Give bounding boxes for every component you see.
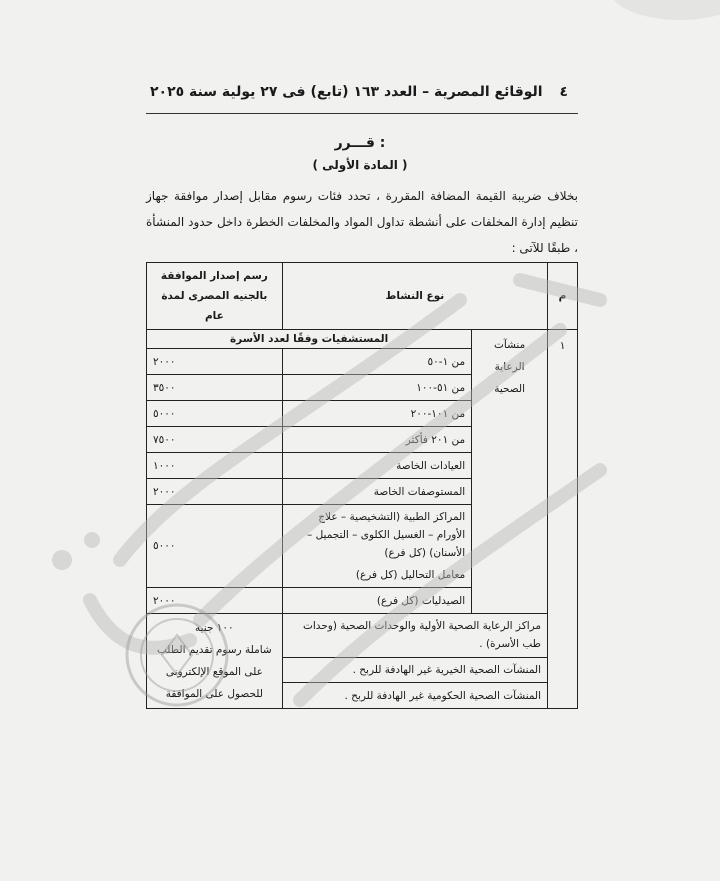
- fee-cell: ٥٠٠٠: [147, 505, 283, 588]
- fee-cell: ٢٠٠٠: [147, 479, 283, 505]
- group-fee-cell: [147, 614, 283, 709]
- activity-cell: من ١-٥٠: [282, 349, 471, 375]
- medical-centers-text: المراكز الطبية (التشخيصية – علاج الأورام – الغسيل الكلوى – التجميل – الأسنان) (كل فرع): [306, 511, 466, 559]
- page-header: [150, 84, 568, 100]
- intro-paragraph: بخلاف ضريبة القيمة المضافة المقررة ، تحدد فئات رسوم مقابل إصدار موافقة جهاز تنظيم إدارة المخلفات على أنشطة تداول المواد والمخلفات الخطرة داخل حدود المنشأة ، طبقًا للآتى :: [146, 189, 578, 255]
- header-rule: [146, 113, 578, 114]
- activity-cell: مراكز الرعاية الصحية الأولية والوحدات الصحية (وحدات طب الأسرة) .: [282, 614, 547, 658]
- header-num: م: [548, 263, 578, 330]
- article-heading: ( المادة الأولى ): [312, 158, 408, 172]
- activity-cell: من ٥١-١٠٠: [282, 375, 471, 401]
- labs-text: معامل التحاليل (كل فرع): [355, 569, 466, 581]
- table-header-row: [147, 263, 578, 330]
- fee-cell: ١٠٠٠: [147, 453, 283, 479]
- fee-cell: ٢٠٠٠: [147, 349, 283, 375]
- activity-cell: المستوصفات الخاصة: [282, 479, 471, 505]
- activity-cell: العيادات الخاصة: [282, 453, 471, 479]
- activity-cell: من ١٠١-٢٠٠: [282, 401, 471, 427]
- header-activity: نوع النشاط: [282, 263, 547, 330]
- page-number: ٤: [559, 84, 568, 100]
- activity-cell: المنشآت الصحية الحكومية غير الهادفة للربح .: [282, 683, 547, 709]
- table-row: [147, 330, 578, 349]
- page-corner-shadow: [610, 0, 720, 20]
- activity-cell: المنشآت الصحية الخيرية غير الهادفة للربح .: [282, 657, 547, 683]
- publication-line: الوقائع المصرية – العدد ١٦٣ (تابع) فى ٢٧ يولية سنة ٢٠٢٥: [150, 84, 543, 100]
- group-fee-note: شاملة رسوم تقديم الطلب على الموقع الإلكترونى للحصول على الموافقة: [156, 644, 272, 700]
- fee-cell: ٢٠٠٠: [147, 588, 283, 614]
- group-fee-amount: ١٠٠ جنيه: [194, 622, 234, 634]
- watermark-dot: [84, 532, 100, 548]
- fee-cell: ٥٠٠٠: [147, 401, 283, 427]
- activity-cell: الصيدليات (كل فرع): [282, 588, 471, 614]
- fee-cell: ٧٥٠٠: [147, 427, 283, 453]
- header-fee: رسم إصدار الموافقة بالجنيه المصرى لمدة عام: [147, 263, 283, 330]
- table-row: [147, 614, 578, 658]
- fees-table: [146, 262, 578, 709]
- hospitals-subheading: المستشفيات وفقًا لعدد الأسرة: [147, 330, 472, 349]
- activity-cell: من ٢٠١ فأكثر: [282, 427, 471, 453]
- activity-cell: [282, 505, 471, 588]
- row-number: ١: [548, 330, 578, 709]
- watermark-dot: [52, 550, 72, 570]
- category-cell: منشآت الرعاية الصحية: [472, 330, 548, 614]
- fee-cell: ٣٥٠٠: [147, 375, 283, 401]
- decree-heading: قـــرر :: [334, 135, 386, 151]
